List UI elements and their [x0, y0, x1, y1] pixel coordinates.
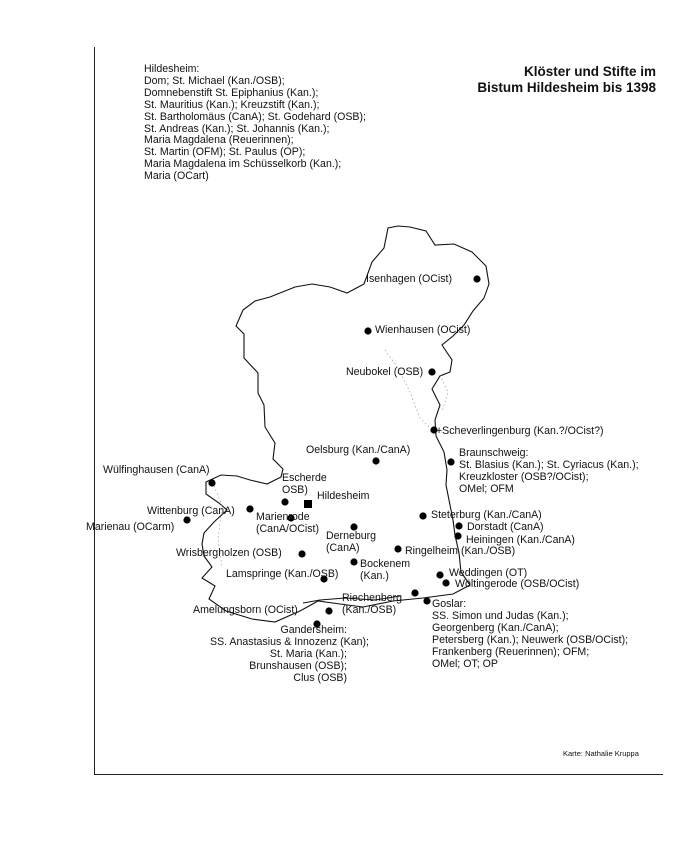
place-label-line: Bockenem — [360, 558, 411, 570]
place-label — [360, 558, 410, 582]
list-item: Maria Magdalena im Schüsselkorb (Kan.); — [144, 158, 342, 171]
monastery-marker-dot — [298, 550, 305, 557]
place-label-line: Wöltingerode (OSB/OCist) — [455, 578, 580, 590]
place-label-line: Riechenberg — [342, 592, 403, 604]
list-item: Hildesheim: — [144, 63, 200, 75]
monastery-marker-dot — [281, 498, 288, 505]
river-line-north — [385, 350, 432, 430]
place-label-line: Wittenburg (CanA) — [147, 505, 235, 517]
place-label-line: Gandersheim: — [280, 624, 347, 636]
place-label — [103, 464, 210, 476]
monastery-marker-dot — [442, 579, 449, 586]
place-label — [405, 545, 515, 557]
place-label — [459, 447, 639, 495]
place-label — [342, 592, 402, 616]
place-label — [256, 511, 319, 535]
place-label-line: Wienhausen (OCist) — [375, 324, 471, 336]
monastery-marker-dot — [208, 479, 215, 486]
monastery-marker-dot — [183, 516, 190, 523]
place-label-line: (Kan.) — [360, 570, 389, 582]
place-label-line: Hildesheim — [317, 490, 370, 502]
place-label-line: Weddingen (OT) — [449, 567, 528, 579]
place-label — [467, 521, 544, 533]
place-label — [431, 509, 542, 521]
place-label — [317, 490, 369, 502]
place-label — [226, 568, 338, 580]
river-line-east — [440, 375, 448, 412]
monastery-marker-dot — [454, 532, 461, 539]
place-label-line: +Scheverlingenburg (Kan.?/OCist?) — [436, 425, 604, 437]
place-label-line: Marienrode — [256, 511, 310, 523]
place-label — [176, 547, 282, 559]
place-label-line: Isenhagen (OCist) — [366, 273, 452, 285]
place-label — [326, 530, 376, 554]
diocese-boundary — [202, 226, 489, 622]
place-label-line: Georgenberg (Kan./CanA); — [432, 622, 559, 634]
city-marker-square — [304, 500, 312, 508]
place-label-line: Steterburg (Kan./CanA) — [431, 509, 542, 521]
place-label — [346, 366, 423, 378]
place-label-line: Derneburg — [326, 530, 377, 542]
list-item: St. Bartholomäus (CanA); St. Godehard (OSB); — [144, 110, 366, 123]
place-label — [375, 324, 470, 336]
place-label-line: Amelungsborn (OCist) — [193, 604, 298, 616]
monastery-marker-dot — [325, 607, 332, 614]
place-label — [436, 425, 604, 437]
place-label-line: Brunshausen (OSB); — [249, 660, 347, 672]
place-label-line: Petersberg (Kan.); Neuwerk (OSB/OCist); — [432, 634, 629, 646]
title-line: Bistum Hildesheim bis 1398 — [477, 80, 656, 95]
list-item: Dom; St. Michael (Kan./OSB); — [144, 74, 285, 87]
monastery-marker-dot — [246, 505, 253, 512]
title-line: Klöster und Stifte im — [523, 64, 656, 79]
place-label — [193, 604, 298, 616]
monastery-marker-dot — [447, 458, 454, 465]
list-item: Maria (OCart) — [144, 170, 209, 183]
place-label-line: Clus (OSB) — [293, 672, 347, 684]
map-title — [477, 64, 656, 96]
monastery-marker-dot — [394, 545, 401, 552]
place-label — [86, 521, 174, 533]
list-item: Maria Magdalena (Reuerinnen); — [144, 134, 294, 147]
list-item: St. Mauritius (Kan.); Kreuzstift (Kan.); — [144, 98, 320, 111]
monastery-marker-dot — [455, 522, 462, 529]
place-label-line: OMel; OFM — [459, 483, 514, 495]
place-label — [306, 444, 410, 456]
place-label-line: Kreuzkloster (OSB?/OCist); — [459, 471, 589, 483]
place-label-line: OSB) — [282, 484, 308, 496]
place-label — [210, 624, 369, 684]
place-label-line: Dorstadt (CanA) — [467, 521, 544, 533]
place-label-line: Escherde — [282, 472, 327, 484]
place-label-line: OMel; OT; OP — [432, 658, 498, 670]
place-label — [432, 598, 628, 670]
monastery-marker-dot — [372, 457, 379, 464]
monastery-marker-dot — [423, 597, 430, 604]
place-label-line: St. Maria (Kan.); — [269, 648, 347, 660]
monastery-marker-dot — [350, 558, 357, 565]
list-item: St. Martin (OFM); St. Paulus (OP); — [144, 146, 306, 159]
monastery-marker-dot — [419, 512, 426, 519]
monastery-marker-dot — [436, 571, 443, 578]
place-label-line: SS. Anastasius & Innozenz (Kan); — [210, 636, 369, 648]
place-label — [366, 273, 452, 285]
place-label-line: Ringelheim (Kan./OSB) — [405, 545, 516, 557]
map-credit: Karte: Nathalie Kruppa — [563, 749, 639, 758]
hildesheim-institutions-list — [144, 64, 366, 183]
place-label — [455, 578, 579, 590]
place-label-line: Wrisbergholzen (OSB) — [176, 547, 282, 559]
monastery-marker-dot — [364, 327, 371, 334]
monastery-marker-dot — [411, 589, 418, 596]
place-label-line: Heiningen (Kan./CanA) — [466, 534, 575, 546]
monastery-marker-dot — [428, 368, 435, 375]
place-label-line: Neubokel (OSB) — [346, 366, 424, 378]
place-label-line: St. Blasius (Kan.); St. Cyriacus (Kan.); — [459, 459, 639, 471]
place-label-line: SS. Simon und Judas (Kan.); — [432, 610, 569, 622]
list-item: St. Andreas (Kan.); St. Johannis (Kan.); — [144, 122, 330, 135]
place-label-line: (CanA/OCist) — [256, 523, 319, 535]
place-label-line: Braunschweig: — [459, 447, 529, 459]
place-label-line: Lamspringe (Kan./OSB) — [226, 568, 339, 580]
place-label-line: Goslar: — [432, 598, 467, 610]
place-label-line: Oelsburg (Kan./CanA) — [306, 444, 411, 456]
list-item: Domnebenstift St. Epiphanius (Kan.); — [144, 86, 319, 99]
place-label-line: Marienau (OCarm) — [86, 521, 175, 533]
place-label — [147, 505, 235, 517]
place-label-line: Frankenberg (Reuerinnen); OFM; — [432, 646, 590, 658]
monastery-marker-dot — [473, 275, 480, 282]
place-label-line: (CanA) — [326, 542, 360, 554]
place-label-line: (Kan./OSB) — [342, 604, 397, 616]
place-label-line: Wülfinghausen (CanA) — [103, 464, 210, 476]
